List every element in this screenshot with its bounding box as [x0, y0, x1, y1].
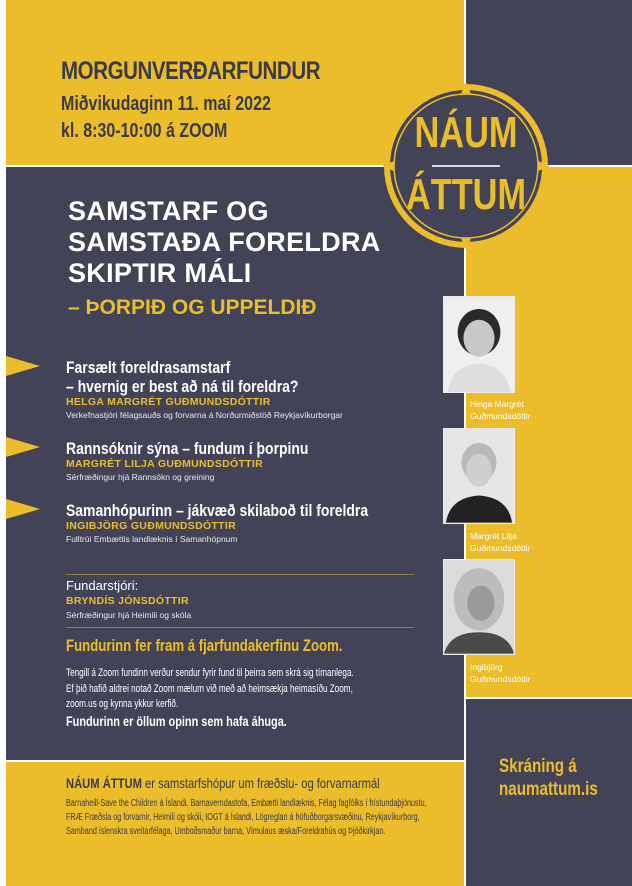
moderator-role: Sérfræðingur hjá Heimili og skóla	[66, 610, 192, 620]
zoom-body	[66, 666, 354, 713]
event-time-text: kl. 8:30-10:00 á	[61, 120, 180, 142]
caption-line: Helga Margrét	[470, 399, 524, 409]
footer-org-desc: er samstarfshópur um fræðslu- og forvarnarmál	[141, 775, 380, 791]
talk-title: Farsælt foreldrasamstarf	[66, 358, 231, 377]
caption-line: Guðmundsdóttir	[470, 543, 531, 553]
caption-line: Guðmundsdóttir	[470, 411, 531, 421]
event-time	[61, 120, 227, 143]
members-line: FRÆ Fræðsla og forvarnir, Heimili og skóli, IOGT á Íslandi, Lögreglan á höfuðborgarsvæðinu, Reykjavíkurborg,	[66, 812, 420, 823]
zoom-body-line: zoom.us og kynna ykkur kerfið.	[66, 698, 179, 710]
caption-line: Margrét Lilja	[470, 531, 517, 541]
event-platform: ZOOM	[179, 120, 228, 142]
moderator-name: BRYNDÍS JÓNSDÓTTIR	[66, 595, 189, 607]
main-subtitle: – ÞORPIÐ OG UPPELDIÐ	[68, 296, 317, 319]
logo-line2: ÁTTUM	[405, 170, 527, 219]
open-note: Fundurinn er öllum opinn sem hafa áhuga.	[66, 713, 287, 729]
talk-role: Verkefnastjóri félagsauðs og forvarna á Norðurmiðstöð Reykjavíkurborgar	[66, 410, 343, 420]
registration-line: Skráning á	[499, 756, 577, 777]
arrow-marker-icon	[6, 356, 40, 376]
speaker-photo	[443, 296, 515, 393]
event-date: Miðvikudaginn 11. maí 2022	[61, 93, 271, 115]
zoom-body-line: Tengill á Zoom fundinn verður sendur fyrir fund til þeirra sem skrá sig tímanlega.	[66, 667, 354, 679]
main-title-line: SKIPTIR MÁLI	[68, 258, 252, 288]
divider	[66, 574, 414, 575]
members-line: Samband íslenskra sveitarfélaga, Umboðsmaður barna, Vímulaus æska/Foreldrahús og Þjóðkirkjan.	[66, 826, 386, 837]
arrow-marker-icon	[6, 437, 40, 457]
registration-link[interactable]	[499, 755, 598, 801]
divider	[66, 627, 414, 628]
talk-role: Fulltrúi Embættis landlæknis í Samanhópnum	[66, 534, 238, 544]
main-title-line: SAMSTAÐA FORELDRA	[68, 227, 381, 257]
caption-line: Ingibjörg	[470, 662, 503, 672]
event-type: MORGUNVERÐARFUNDUR	[61, 57, 321, 85]
speaker-photo	[443, 559, 515, 655]
talk-speaker: HELGA MARGRÉT GUÐMUNDSDÓTTIR	[66, 396, 271, 408]
speaker-caption	[470, 530, 530, 554]
footer-org-name: NÁUM ÁTTUM	[66, 775, 142, 791]
speaker-caption	[470, 398, 530, 422]
talk-speaker: INGIBJÖRG GUÐMUNDSDÓTTIR	[66, 520, 236, 532]
talk-title: – hvernig er best að ná til foreldra?	[66, 377, 299, 396]
talk-title: Samanhópurinn – jákvæð skilaboð til foreldra	[66, 501, 369, 520]
naum-attum-logo	[380, 80, 552, 252]
zoom-heading: Fundurinn fer fram á fjarfundakerfinu Zoom.	[66, 637, 343, 655]
talk-item	[66, 439, 362, 483]
main-title-line: SAMSTARF OG	[68, 196, 269, 226]
speaker-caption	[470, 661, 530, 685]
zoom-body-line: Ef þið hafið aldrei notað Zoom mælum við með að heimsækja heimasíðu Zoom,	[66, 682, 353, 695]
logo-line1: NÁUM	[414, 108, 518, 157]
members-line: Barnaheill-Save the Children á Íslandi, Barnaverndastofa, Embætti landlæknis, Félag fagfólks í frístundaþjónustu,	[66, 798, 427, 809]
talk-role: Sérfræðingur hjá Rannsókn og greining	[66, 472, 215, 482]
talk-title: Rannsóknir sýna – fundum í þorpinu	[66, 439, 309, 458]
registration-url[interactable]: naumattum.is	[499, 779, 598, 800]
footer-members	[66, 797, 427, 839]
arrow-marker-icon	[6, 499, 40, 519]
main-title	[68, 196, 381, 289]
moderator-label: Fundarstjóri:	[66, 578, 139, 593]
speaker-photo	[443, 428, 515, 524]
talk-item	[66, 501, 434, 545]
talk-item	[66, 358, 349, 421]
footer-heading	[66, 775, 380, 791]
talk-speaker: MARGRÉT LILJA GUÐMUNDSDÓTTIR	[66, 458, 263, 470]
caption-line: Guðmundsdóttir	[470, 674, 531, 684]
